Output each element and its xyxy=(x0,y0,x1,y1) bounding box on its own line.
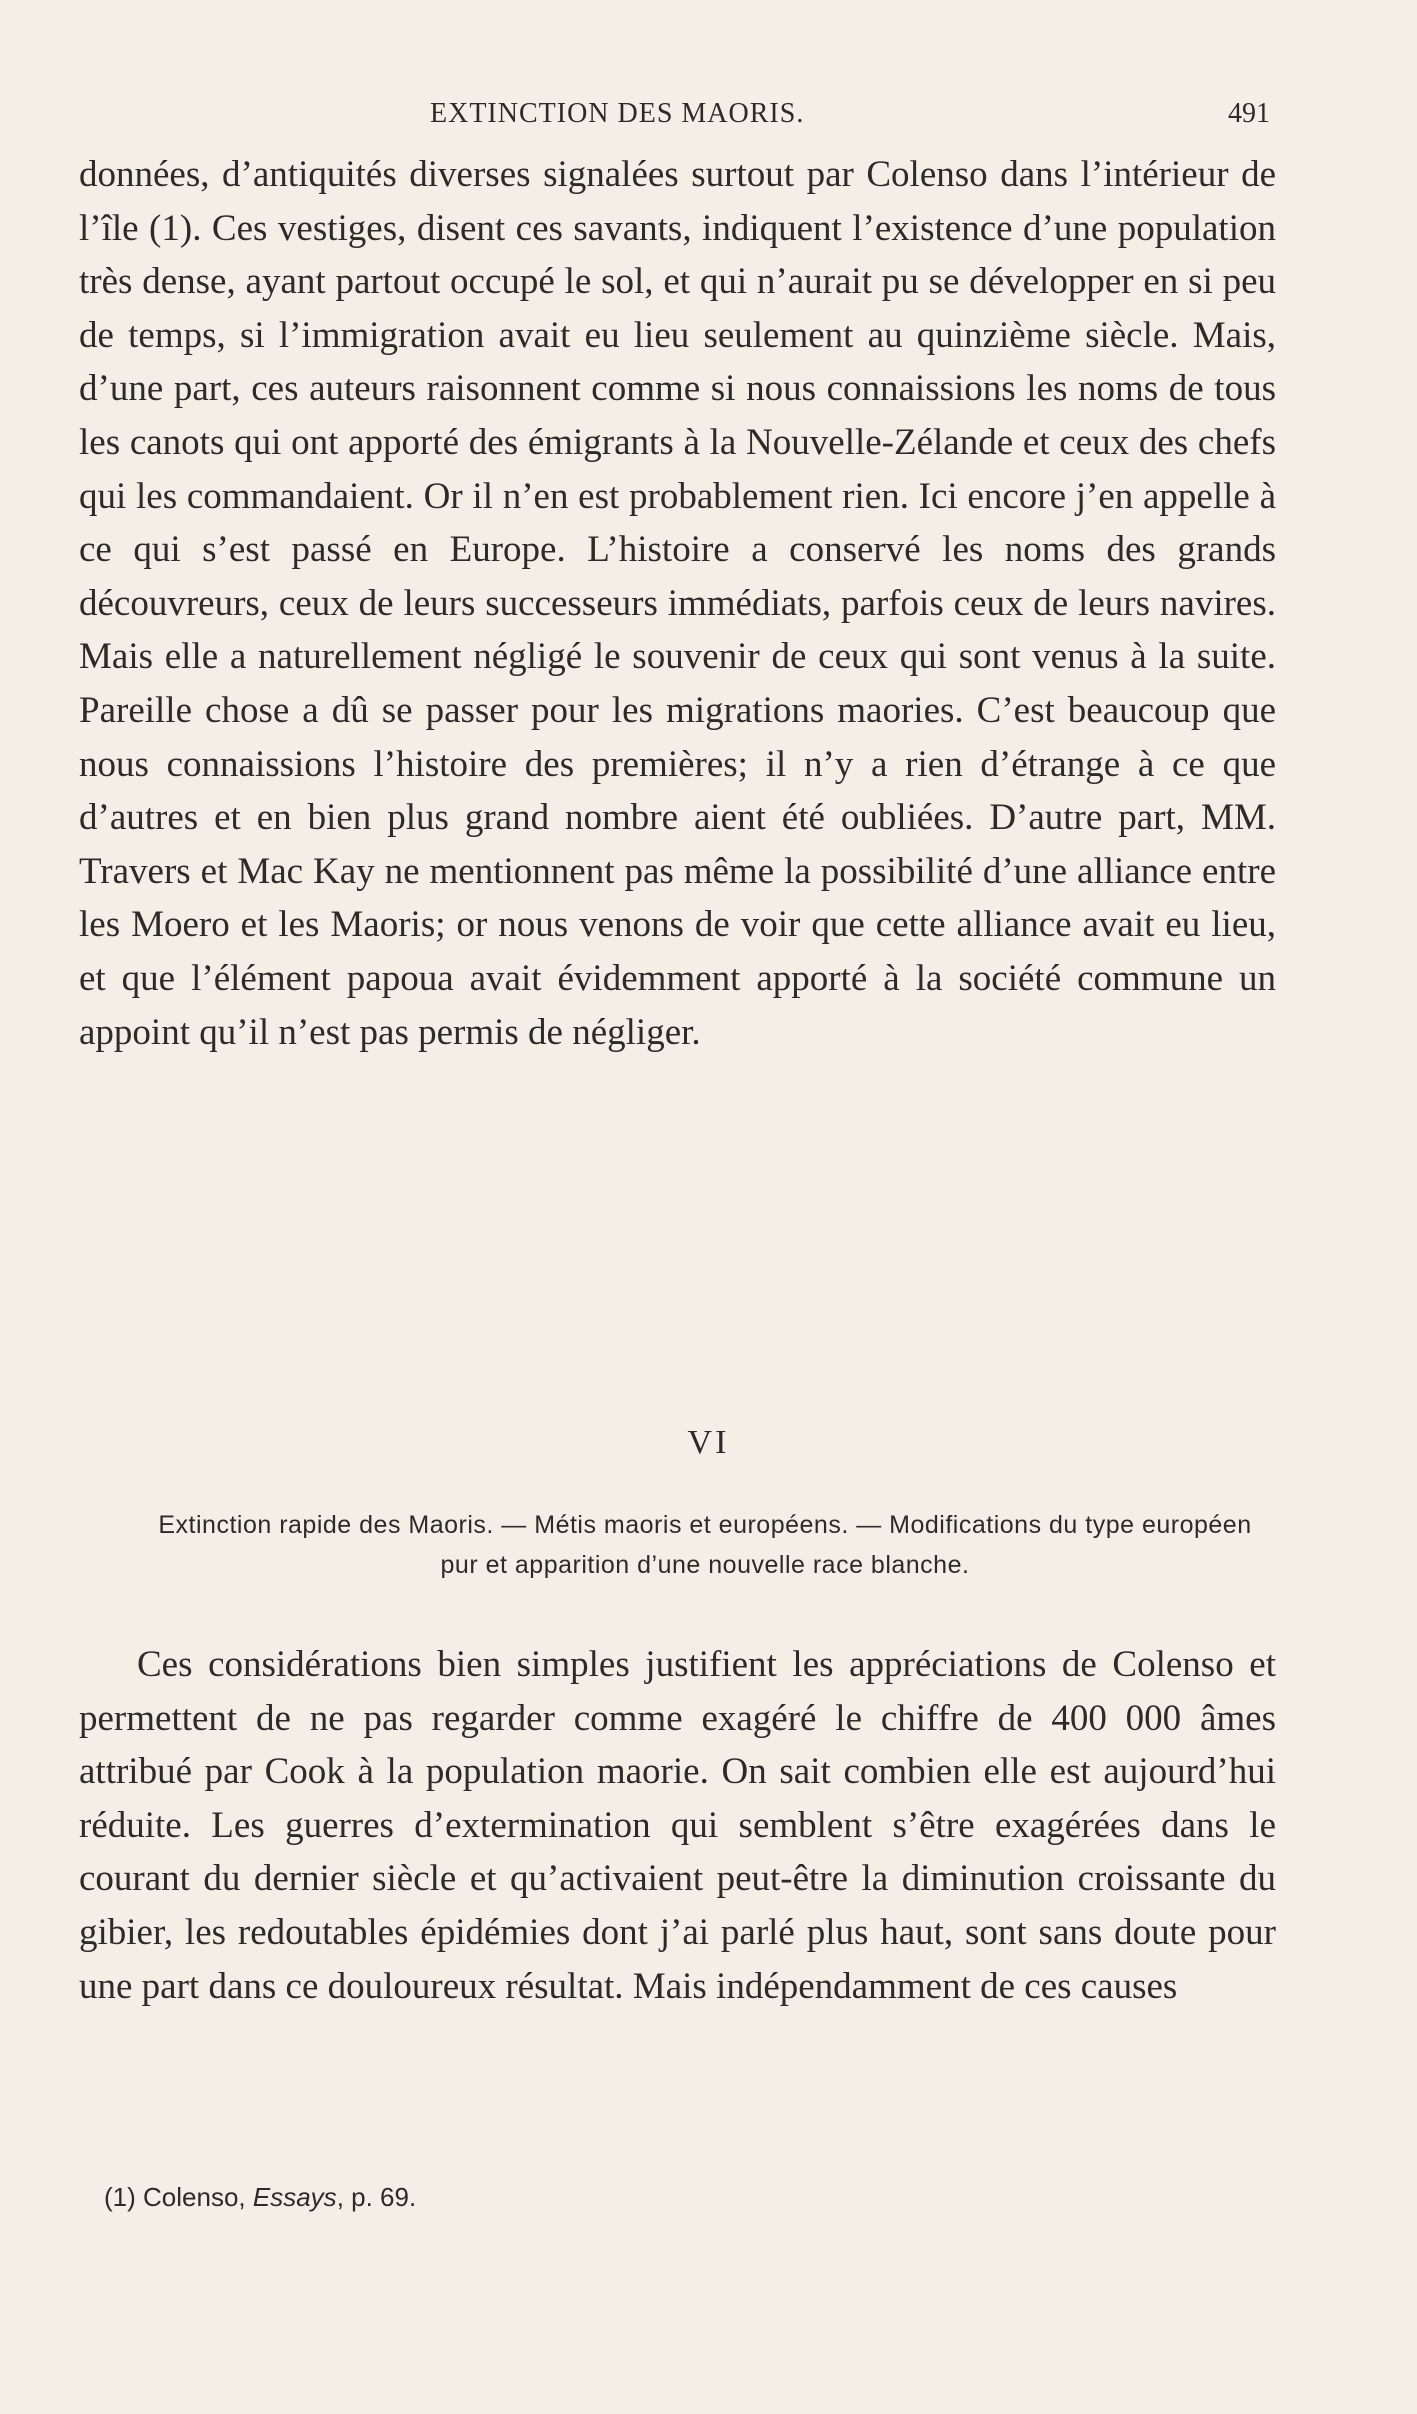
footnote xyxy=(104,2182,416,2213)
running-head xyxy=(0,98,1417,138)
footnote-title: Essays xyxy=(252,2182,337,2212)
running-title: EXTINCTION DES MAORIS. xyxy=(430,98,805,129)
paragraph-section-opening: Ces considérations bien simples justifient les appréciations de Colenso et permettent de ne pas regarder comme exagéré le chiffre de 400 000 âmes attribué par Cook à la population maorie. On sait combien elle est aujourd’hui réduite. Les guerres d’extermination qui semblent s’être exagérées dans le courant du dernier siècle et qu’activaient peut-être la diminution croissante du gibier, les redoutables épidémies dont j’ai parlé plus haut, sont sans doute pour une part dans ce douloureux résultat. Mais indépendamment de ces causes xyxy=(79,1644,1276,2007)
footnote-marker: (1) xyxy=(104,2182,136,2212)
footnote-author: Colenso, xyxy=(143,2182,246,2212)
footnote-page: , p. 69. xyxy=(336,2182,417,2212)
paragraph-continuation: données, d’antiquités diverses signalées surtout par Colenso dans l’intérieur de l’île (1). Ces vestiges, disent ces savants, indiquent l’existence d’une population très dense, ayant partout occupé le sol, et qui n’aurait pu se développer en si peu de temps, si l’immigration avait eu lieu seulement au quinzième siècle. Mais, d’une part, ces auteurs raisonnent comme si nous connaissions les noms de tous les canots qui ont apporté des émigrants à la Nouvelle-Zélande et ceux des chefs qui les commandaient. Or il n’en est probablement rien. Ici encore j’en appelle à ce qui s’est passé en Europe. L’histoire a conservé les noms des grands découvreurs, ceux de leurs successeurs immédiats, parfois ceux de leurs navires. Mais elle a naturellement négligé le souvenir de ceux qui sont venus à la suite. Pareille chose a dû se passer pour les migrations maories. C’est beaucoup que nous connaissions l’histoire des premières; il n’y a rien d’étrange à ce que d’autres et en bien plus grand nombre aient été oubliées. D’autre part, MM. Travers et Mac Kay ne mentionnent pas même la possibilité d’une alliance entre les Moero et les Maoris; or nous venons de voir que cette alliance avait eu lieu, et que l’élément papoua avait évidemment apporté à la société commune un appoint qu’il n’est pas permis de négliger. xyxy=(79,154,1276,1053)
section-summary: Extinction rapide des Maoris. — Métis maoris et européens. — Modifications du type européen pur et apparition d’une nouvelle race blanche. xyxy=(158,1511,1252,1579)
section-number: VI xyxy=(687,1424,730,1461)
page-number: 491 xyxy=(1228,98,1270,129)
